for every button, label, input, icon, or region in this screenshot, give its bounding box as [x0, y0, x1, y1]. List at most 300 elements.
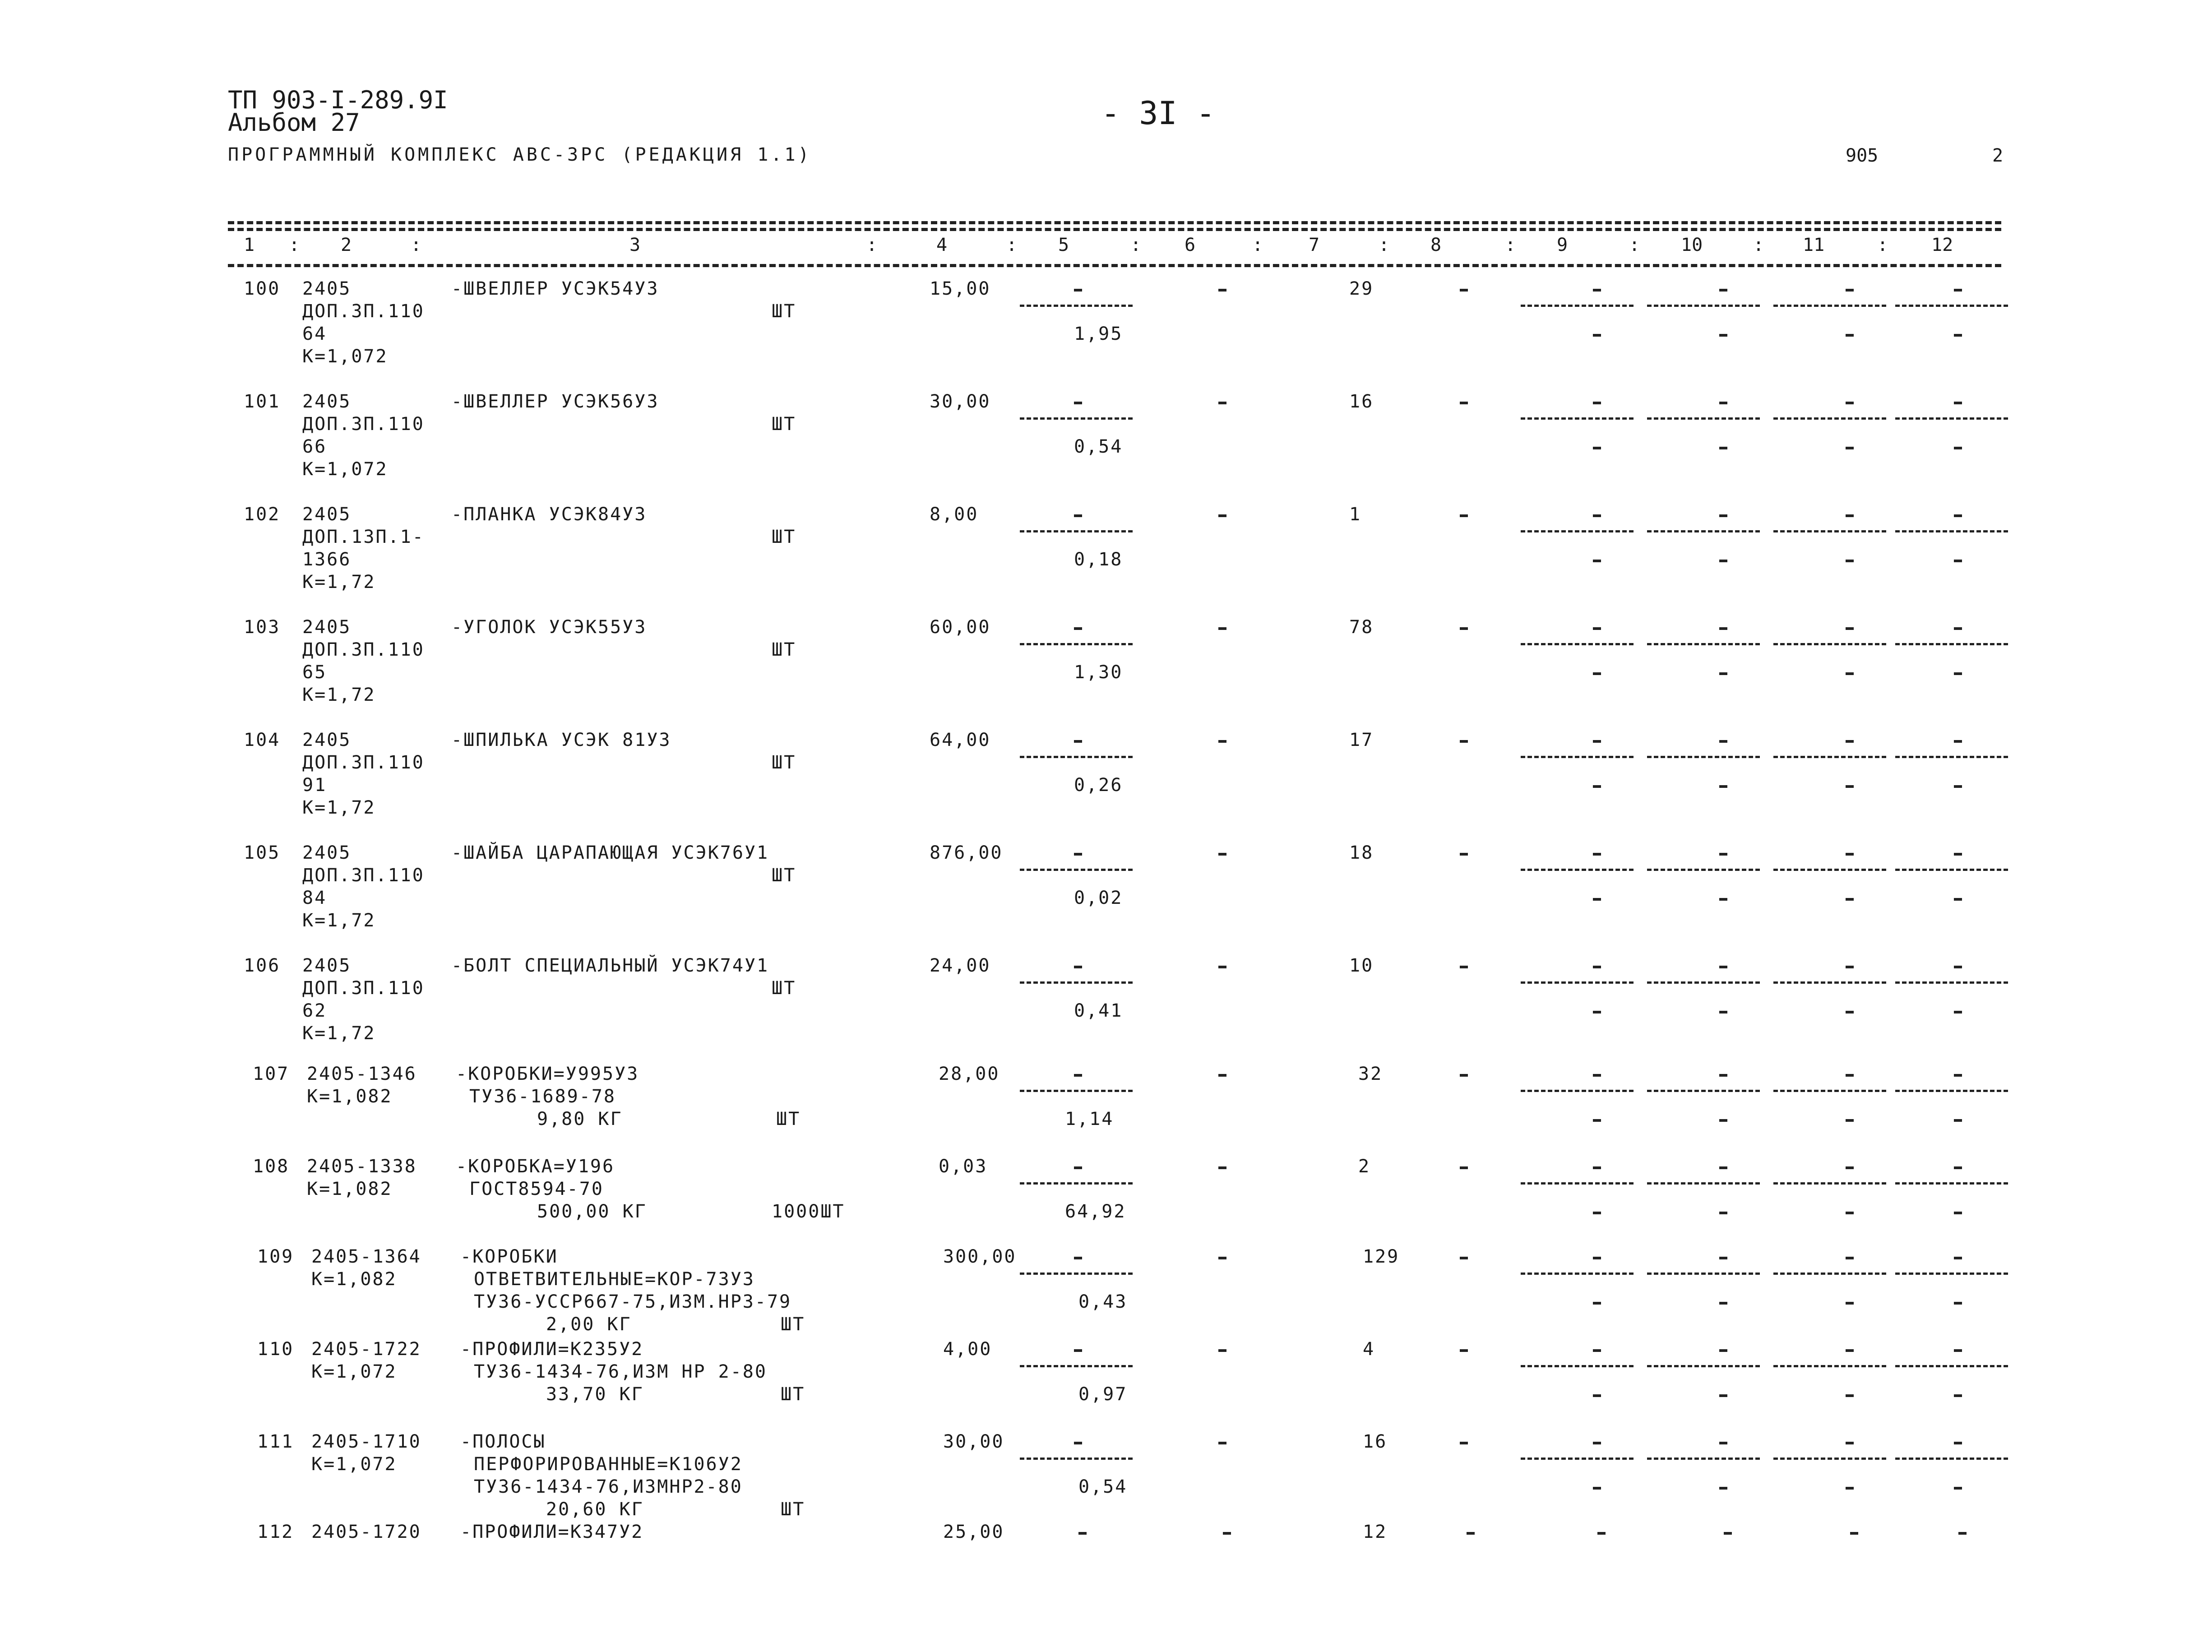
- dash-mark: [1218, 514, 1226, 517]
- dash-mark: [1593, 514, 1601, 517]
- row-coefficient: К=1,72: [302, 1023, 376, 1044]
- row-price: 0,97: [1078, 1384, 1128, 1405]
- dash-mark: [1218, 1257, 1226, 1259]
- dash-mark: [1593, 785, 1601, 788]
- dash-rule: [1521, 530, 1634, 532]
- row-col7: 29: [1349, 278, 1374, 299]
- row-unit: ШТ: [772, 414, 796, 435]
- dash-mark: [1593, 1011, 1601, 1013]
- col-sep: :: [1130, 235, 1142, 255]
- dash-mark: [1719, 1349, 1727, 1352]
- dash-mark: [1958, 1532, 1967, 1535]
- price-fraction-rule: [1020, 1273, 1133, 1275]
- dash-mark: [1460, 853, 1468, 856]
- row-code: 2405-1720: [311, 1522, 421, 1542]
- dash-mark: [1460, 402, 1468, 404]
- dash-mark: [1460, 1074, 1468, 1077]
- dash-mark: [1593, 672, 1601, 675]
- row-mass: 33,70 КГ: [546, 1384, 644, 1405]
- dash-rule: [1895, 1182, 2008, 1185]
- row-name: -БОЛТ СПЕЦИАЛЬНЫЙ УСЭК74У1: [451, 955, 769, 976]
- row-price: 1,14: [1065, 1109, 1114, 1129]
- dash-mark: [1460, 740, 1468, 743]
- dash-mark: [1593, 627, 1601, 630]
- dash-rule: [1773, 530, 1886, 532]
- program-title: ПРОГРАММНЫЙ КОМПЛЕКС АВС-ЗРС (РЕДАКЦИЯ 1.1): [228, 144, 812, 165]
- row-quantity: 0,03: [939, 1156, 988, 1177]
- col-sep: :: [1629, 235, 1640, 255]
- row-number: 104: [244, 730, 281, 750]
- dash-mark: [1846, 898, 1854, 901]
- dash-rule: [1895, 1458, 2008, 1460]
- col-sep: :: [1379, 235, 1390, 255]
- dash-rule: [1895, 869, 2008, 871]
- dash-mark: [1719, 672, 1727, 675]
- dash-mark: [1954, 1212, 1962, 1214]
- col-sep: :: [866, 235, 878, 255]
- dash-mark: [1593, 334, 1601, 337]
- row-code: 2405: [302, 391, 352, 412]
- row-spec: ГОСТ8594-70: [469, 1179, 604, 1199]
- row-code-line-3: 65: [302, 662, 327, 683]
- col-sep: :: [411, 235, 422, 255]
- col-sep: :: [1006, 235, 1018, 255]
- dash-mark: [1593, 1257, 1601, 1259]
- table-rule-top: [228, 221, 2001, 224]
- row-mass: 9,80 КГ: [537, 1109, 623, 1129]
- row-col7: 10: [1349, 955, 1374, 976]
- row-quantity: 60,00: [930, 617, 991, 638]
- dash-mark: [1719, 740, 1727, 743]
- dash-rule: [1773, 1458, 1886, 1460]
- dash-mark: [1719, 898, 1727, 901]
- row-col7: 4: [1363, 1339, 1375, 1360]
- dash-mark: [1719, 1166, 1727, 1169]
- dash-mark: [1218, 1166, 1226, 1169]
- row-code: 2405: [302, 278, 352, 299]
- price-fraction-rule: [1020, 981, 1133, 984]
- row-quantity: 30,00: [930, 391, 991, 412]
- row-number: 105: [244, 842, 281, 863]
- dash-mark: [1846, 1349, 1854, 1352]
- dash-mark: [1954, 289, 1962, 292]
- row-name: -ПРОФИЛИ=К235У2: [460, 1339, 644, 1360]
- dash-mark: [1846, 785, 1854, 788]
- dash-rule: [1521, 1273, 1634, 1275]
- dash-mark: [1954, 560, 1962, 562]
- dash-mark: [1846, 289, 1854, 292]
- row-quantity: 25,00: [943, 1522, 1004, 1542]
- dash-mark: [1846, 1302, 1854, 1305]
- dash-rule: [1895, 1273, 2008, 1275]
- dash-mark: [1954, 853, 1962, 856]
- dash-mark: [1846, 447, 1854, 449]
- dash-rule: [1521, 756, 1634, 758]
- row-code: 2405-1722: [311, 1339, 421, 1360]
- dash-mark: [1218, 1442, 1226, 1444]
- col-sep: :: [1252, 235, 1263, 255]
- dash-rule: [1647, 1090, 1760, 1092]
- row-coefficient: К=1,082: [307, 1179, 393, 1199]
- dash-mark: [1719, 853, 1727, 856]
- dash-rule: [1895, 643, 2008, 645]
- row-number: 109: [257, 1246, 294, 1267]
- doc-code: ТП 903-I-289.9I: [228, 86, 448, 114]
- dash-mark: [1719, 1394, 1727, 1397]
- col-2: 2: [341, 235, 352, 255]
- row-code-line-2: ДОП.3П.110: [302, 301, 425, 322]
- row-number: 102: [244, 504, 281, 525]
- dash-rule: [1521, 1365, 1634, 1367]
- dash-mark: [1460, 514, 1468, 517]
- row-quantity: 876,00: [930, 842, 1003, 863]
- row-code: 2405: [302, 504, 352, 525]
- row-number: 112: [257, 1522, 294, 1542]
- dash-rule: [1521, 417, 1634, 420]
- row-number: 100: [244, 278, 281, 299]
- dash-mark: [1460, 1349, 1468, 1352]
- price-fraction-rule: [1020, 643, 1133, 645]
- dash-rule: [1773, 643, 1886, 645]
- dash-mark: [1593, 1442, 1601, 1444]
- row-code: 2405-1338: [307, 1156, 417, 1177]
- row-coefficient: К=1,72: [302, 797, 376, 818]
- dash-rule: [1773, 1090, 1886, 1092]
- dash-rule: [1521, 869, 1634, 871]
- code-right: 905: [1846, 145, 1879, 166]
- dash-mark: [1846, 1166, 1854, 1169]
- dash-mark: [1078, 1532, 1087, 1535]
- row-code-line-2: ДОП.3П.110: [302, 978, 425, 999]
- row-coefficient: К=1,072: [302, 346, 388, 367]
- dash-mark: [1846, 1487, 1854, 1490]
- dash-mark: [1954, 1166, 1962, 1169]
- row-name: -ШВЕЛЛЕР УСЭК56У3: [451, 391, 659, 412]
- dash-rule: [1773, 756, 1886, 758]
- row-quantity: 8,00: [930, 504, 979, 525]
- dash-mark: [1846, 966, 1854, 968]
- dash-rule: [1521, 1090, 1634, 1092]
- row-name: -ШАЙБА ЦАРАПАЮЩАЯ УСЭК76У1: [451, 842, 769, 863]
- dash-rule: [1647, 1365, 1760, 1367]
- dash-rule: [1647, 981, 1760, 984]
- dash-rule: [1773, 981, 1886, 984]
- dash-mark: [1846, 402, 1854, 404]
- dash-mark: [1724, 1532, 1732, 1535]
- row-name: -ШПИЛЬКА УСЭК 81У3: [451, 730, 671, 750]
- row-spec: ПЕРФОРИРОВАННЫЕ=К106У2: [474, 1454, 743, 1475]
- dash-mark: [1954, 1074, 1962, 1077]
- dash-rule: [1895, 1090, 2008, 1092]
- row-code-line-2: ДОП.13П.1-: [302, 527, 425, 547]
- row-coefficient: К=1,072: [311, 1361, 397, 1382]
- row-code-line-3: 66: [302, 436, 327, 457]
- row-coefficient: К=1,082: [311, 1269, 397, 1290]
- dash-mark: [1846, 740, 1854, 743]
- dash-mark: [1954, 740, 1962, 743]
- row-price: 0,43: [1078, 1291, 1128, 1312]
- row-code-line-3: 1366: [302, 549, 352, 570]
- row-quantity: 300,00: [943, 1246, 1017, 1267]
- row-coefficient: К=1,072: [311, 1454, 397, 1475]
- row-code: 2405-1710: [311, 1431, 421, 1452]
- dash-rule: [1647, 643, 1760, 645]
- row-code-line-3: 91: [302, 775, 327, 796]
- dash-mark: [1954, 1302, 1962, 1305]
- dash-mark: [1074, 627, 1082, 630]
- row-price: 0,54: [1074, 436, 1123, 457]
- dash-mark: [1074, 853, 1082, 856]
- dash-mark: [1719, 627, 1727, 630]
- dash-mark: [1593, 966, 1601, 968]
- col-6: 6: [1185, 235, 1196, 255]
- dash-mark: [1074, 1257, 1082, 1259]
- row-number: 111: [257, 1431, 294, 1452]
- row-col7: 18: [1349, 842, 1374, 863]
- dash-rule: [1895, 981, 2008, 984]
- dash-mark: [1719, 334, 1727, 337]
- dash-mark: [1954, 334, 1962, 337]
- dash-mark: [1719, 1302, 1727, 1305]
- dash-mark: [1074, 514, 1082, 517]
- row-quantity: 24,00: [930, 955, 991, 976]
- dash-mark: [1223, 1532, 1231, 1535]
- dash-mark: [1954, 672, 1962, 675]
- price-fraction-rule: [1020, 1365, 1133, 1367]
- dash-mark: [1074, 289, 1082, 292]
- dash-mark: [1954, 1011, 1962, 1013]
- dash-mark: [1719, 1011, 1727, 1013]
- dash-rule: [1521, 981, 1634, 984]
- dash-mark: [1593, 1394, 1601, 1397]
- dash-rule: [1521, 643, 1634, 645]
- dash-mark: [1593, 560, 1601, 562]
- dash-mark: [1846, 514, 1854, 517]
- dash-mark: [1954, 1119, 1962, 1122]
- col-11: 11: [1803, 235, 1825, 255]
- dash-rule: [1521, 305, 1634, 307]
- table-rule-top-2: [228, 228, 2001, 231]
- row-price: 0,41: [1074, 1000, 1123, 1021]
- dash-mark: [1593, 1349, 1601, 1352]
- row-price: 64,92: [1065, 1201, 1126, 1222]
- row-number: 107: [253, 1064, 290, 1084]
- row-unit: ШТ: [772, 752, 796, 773]
- dash-mark: [1218, 289, 1226, 292]
- col-sep: :: [1877, 235, 1888, 255]
- dash-mark: [1074, 740, 1082, 743]
- col-8: 8: [1430, 235, 1442, 255]
- dash-mark: [1218, 1349, 1226, 1352]
- col-sep: :: [1753, 235, 1764, 255]
- dash-mark: [1460, 1166, 1468, 1169]
- dash-rule: [1895, 756, 2008, 758]
- dash-rule: [1647, 1182, 1760, 1185]
- dash-mark: [1218, 627, 1226, 630]
- dash-mark: [1954, 514, 1962, 517]
- row-quantity: 15,00: [930, 278, 991, 299]
- row-spec-2: ТУ36-1434-76,ИЗМНР2-80: [474, 1476, 743, 1497]
- col-3: 3: [629, 235, 641, 255]
- dash-mark: [1467, 1532, 1475, 1535]
- row-col7: 12: [1363, 1522, 1388, 1542]
- row-code-line-3: 62: [302, 1000, 327, 1021]
- dash-mark: [1846, 1074, 1854, 1077]
- row-code: 2405-1346: [307, 1064, 417, 1084]
- dash-mark: [1846, 853, 1854, 856]
- row-col7: 17: [1349, 730, 1374, 750]
- row-spec: ОТВЕТВИТЕЛЬНЫЕ=КОР-73У3: [474, 1269, 755, 1290]
- dash-mark: [1218, 402, 1226, 404]
- dash-mark: [1846, 627, 1854, 630]
- row-price: 0,26: [1074, 775, 1123, 796]
- dash-mark: [1074, 402, 1082, 404]
- row-number: 103: [244, 617, 281, 638]
- dash-mark: [1593, 447, 1601, 449]
- price-fraction-rule: [1020, 1458, 1133, 1460]
- row-code: 2405: [302, 617, 352, 638]
- dash-mark: [1719, 514, 1727, 517]
- price-fraction-rule: [1020, 1090, 1133, 1092]
- row-coefficient: К=1,72: [302, 685, 376, 705]
- row-price: 1,30: [1074, 662, 1123, 683]
- price-fraction-rule: [1020, 417, 1133, 420]
- dash-mark: [1074, 1166, 1082, 1169]
- dash-mark: [1719, 402, 1727, 404]
- dash-mark: [1846, 1257, 1854, 1259]
- dash-mark: [1846, 1394, 1854, 1397]
- row-code: 2405: [302, 730, 352, 750]
- dash-mark: [1850, 1532, 1858, 1535]
- dash-mark: [1954, 1257, 1962, 1259]
- dash-mark: [1074, 966, 1082, 968]
- row-price: 0,54: [1078, 1476, 1128, 1497]
- row-code-line-3: 64: [302, 324, 327, 344]
- dash-mark: [1593, 1212, 1601, 1214]
- dash-mark: [1954, 785, 1962, 788]
- row-unit: 1000ШТ: [772, 1201, 845, 1222]
- dash-mark: [1593, 898, 1601, 901]
- dash-mark: [1719, 785, 1727, 788]
- row-spec: ТУ36-1689-78: [469, 1086, 616, 1107]
- row-code-line-2: ДОП.3П.110: [302, 865, 425, 886]
- row-unit: ШТ: [772, 639, 796, 660]
- dash-mark: [1846, 1011, 1854, 1013]
- row-code: 2405: [302, 842, 352, 863]
- col-sep: :: [1505, 235, 1516, 255]
- row-name: -ПОЛОСЫ: [460, 1431, 546, 1452]
- dash-rule: [1773, 305, 1886, 307]
- dash-rule: [1647, 530, 1760, 532]
- col-1: 1: [244, 235, 255, 255]
- row-col7: 16: [1349, 391, 1374, 412]
- col-10: 10: [1681, 235, 1703, 255]
- dash-mark: [1954, 898, 1962, 901]
- row-mass: 500,00 КГ: [537, 1201, 647, 1222]
- row-unit: ШТ: [781, 1384, 805, 1405]
- row-name: -КОРОБКА=У196: [456, 1156, 615, 1177]
- col-7: 7: [1309, 235, 1320, 255]
- dash-rule: [1895, 1365, 2008, 1367]
- dash-rule: [1773, 1273, 1886, 1275]
- dash-mark: [1593, 1119, 1601, 1122]
- row-quantity: 4,00: [943, 1339, 992, 1360]
- row-name: -КОРОБКИ=У995У3: [456, 1064, 639, 1084]
- dash-mark: [1593, 402, 1601, 404]
- row-unit: ШТ: [781, 1499, 805, 1520]
- dash-mark: [1954, 1442, 1962, 1444]
- row-name: -УГОЛОК УСЭК55У3: [451, 617, 647, 638]
- row-price: 1,95: [1074, 324, 1123, 344]
- dash-mark: [1719, 966, 1727, 968]
- dash-mark: [1719, 1487, 1727, 1490]
- page-number: - 3I -: [1101, 95, 1215, 132]
- dash-rule: [1647, 1273, 1760, 1275]
- dash-mark: [1719, 1119, 1727, 1122]
- dash-rule: [1647, 417, 1760, 420]
- dash-mark: [1719, 289, 1727, 292]
- row-code: 2405: [302, 955, 352, 976]
- dash-mark: [1954, 1349, 1962, 1352]
- dash-rule: [1647, 756, 1760, 758]
- dash-mark: [1593, 1074, 1601, 1077]
- col-4: 4: [936, 235, 948, 255]
- price-fraction-rule: [1020, 305, 1133, 307]
- row-number: 106: [244, 955, 281, 976]
- dash-mark: [1593, 1302, 1601, 1305]
- dash-mark: [1846, 1212, 1854, 1214]
- row-coefficient: К=1,072: [302, 459, 388, 480]
- dash-mark: [1593, 1166, 1601, 1169]
- dash-mark: [1954, 1487, 1962, 1490]
- row-code-line-2: ДОП.3П.110: [302, 639, 425, 660]
- row-quantity: 64,00: [930, 730, 991, 750]
- row-name: -ПРОФИЛИ=К347У2: [460, 1522, 644, 1542]
- dash-mark: [1954, 1394, 1962, 1397]
- dash-rule: [1773, 1365, 1886, 1367]
- row-code-line-3: 84: [302, 888, 327, 908]
- dash-mark: [1074, 1349, 1082, 1352]
- price-fraction-rule: [1020, 869, 1133, 871]
- row-code: 2405-1364: [311, 1246, 421, 1267]
- dash-mark: [1846, 1442, 1854, 1444]
- row-unit: ШТ: [781, 1314, 805, 1335]
- row-unit: ШТ: [772, 978, 796, 999]
- row-coefficient: К=1,72: [302, 572, 376, 592]
- row-name: -ШВЕЛЛЕР УСЭК54У3: [451, 278, 659, 299]
- dash-mark: [1954, 402, 1962, 404]
- dash-mark: [1846, 672, 1854, 675]
- row-name: -КОРОБКИ: [460, 1246, 558, 1267]
- dash-mark: [1074, 1442, 1082, 1444]
- dash-rule: [1895, 530, 2008, 532]
- dash-mark: [1846, 560, 1854, 562]
- dash-mark: [1719, 447, 1727, 449]
- row-number: 101: [244, 391, 281, 412]
- dash-mark: [1218, 740, 1226, 743]
- price-fraction-rule: [1020, 530, 1133, 532]
- row-col7: 16: [1363, 1431, 1388, 1452]
- row-col7: 32: [1358, 1064, 1383, 1084]
- dash-mark: [1593, 853, 1601, 856]
- row-col7: 1: [1349, 504, 1362, 525]
- row-spec-2: ТУ36-УССР667-75,ИЗМ.НР3-79: [474, 1291, 792, 1312]
- table-rule-header: [228, 264, 2001, 267]
- dash-mark: [1218, 1074, 1226, 1077]
- dash-rule: [1773, 869, 1886, 871]
- dash-rule: [1895, 305, 2008, 307]
- row-unit: ШТ: [776, 1109, 801, 1129]
